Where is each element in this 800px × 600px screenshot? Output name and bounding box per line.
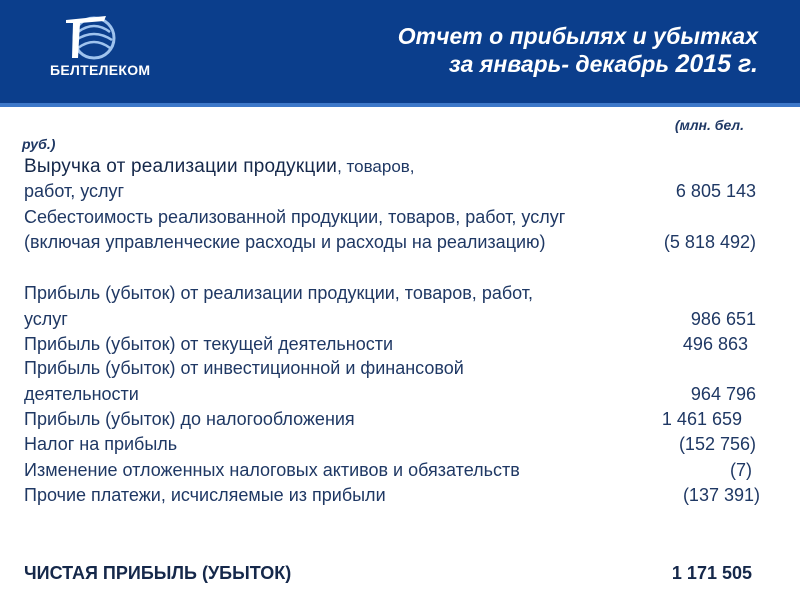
logo-text: БЕЛТЕЛЕКОМ [50, 62, 151, 78]
globe-logo-icon [58, 12, 128, 64]
tax-label: Налог на прибыль [24, 434, 178, 454]
page-title [398, 22, 758, 78]
header-divider [0, 103, 800, 107]
revenue-label-main: Выручка от реализации продукции [24, 156, 338, 177]
current-activity-label: Прибыль (убыток) от текущей деятельности [24, 334, 394, 354]
pretax-label: Прибыль (убыток) до налогообложения [24, 409, 355, 429]
revenue-label-line-1 [24, 156, 415, 178]
net-profit-label: ЧИСТАЯ ПРИБЫЛЬ (УБЫТОК) [24, 563, 292, 583]
deferred-tax-value: (7) [730, 460, 752, 480]
unit-note-part-2: руб.) [22, 136, 56, 152]
revenue-label-line-2: работ, услуг [24, 181, 125, 201]
tax-value: (152 756) [678, 434, 756, 454]
unit-note-part-1: (млн. бел. [674, 117, 744, 133]
invest-fin-value: 964 796 [690, 384, 756, 404]
cost-label-line-1: Себестоимость реализованной продукции, товаров, работ, услуг [24, 207, 566, 227]
header-bar [0, 0, 800, 103]
title-line-1: Отчет о прибылях и убытках [397, 23, 758, 49]
revenue-value: 6 805 143 [675, 181, 756, 201]
sales-profit-value: 986 651 [690, 309, 756, 329]
pretax-value: 1 461 659 [661, 409, 742, 429]
sales-profit-label-line-1: Прибыль (убыток) от реализации продукции, товаров, работ, [24, 283, 534, 303]
beltelecom-logo [50, 12, 200, 82]
invest-fin-label-line-2: деятельности [24, 384, 139, 404]
cost-label-line-2: (включая управленческие расходы и расходы на реализацию) [24, 232, 546, 252]
title-period: за январь- декабрь [448, 51, 670, 77]
current-activity-value: 496 863 [682, 334, 748, 354]
sales-profit-label-line-2: услуг [24, 309, 68, 329]
title-year: 2015 г. [675, 50, 758, 78]
net-profit-value: 1 171 505 [671, 563, 752, 583]
other-payments-value: (137 391) [682, 485, 760, 505]
revenue-label-rest: , товаров, [337, 157, 415, 176]
cost-value: (5 818 492) [663, 232, 756, 252]
title-line-2 [398, 50, 758, 78]
invest-fin-label-line-1: Прибыль (убыток) от инвестиционной и финансовой [24, 358, 464, 378]
other-payments-label: Прочие платежи, исчисляемые из прибыли [24, 485, 386, 505]
deferred-tax-label: Изменение отложенных налоговых активов и обязательств [24, 460, 520, 480]
